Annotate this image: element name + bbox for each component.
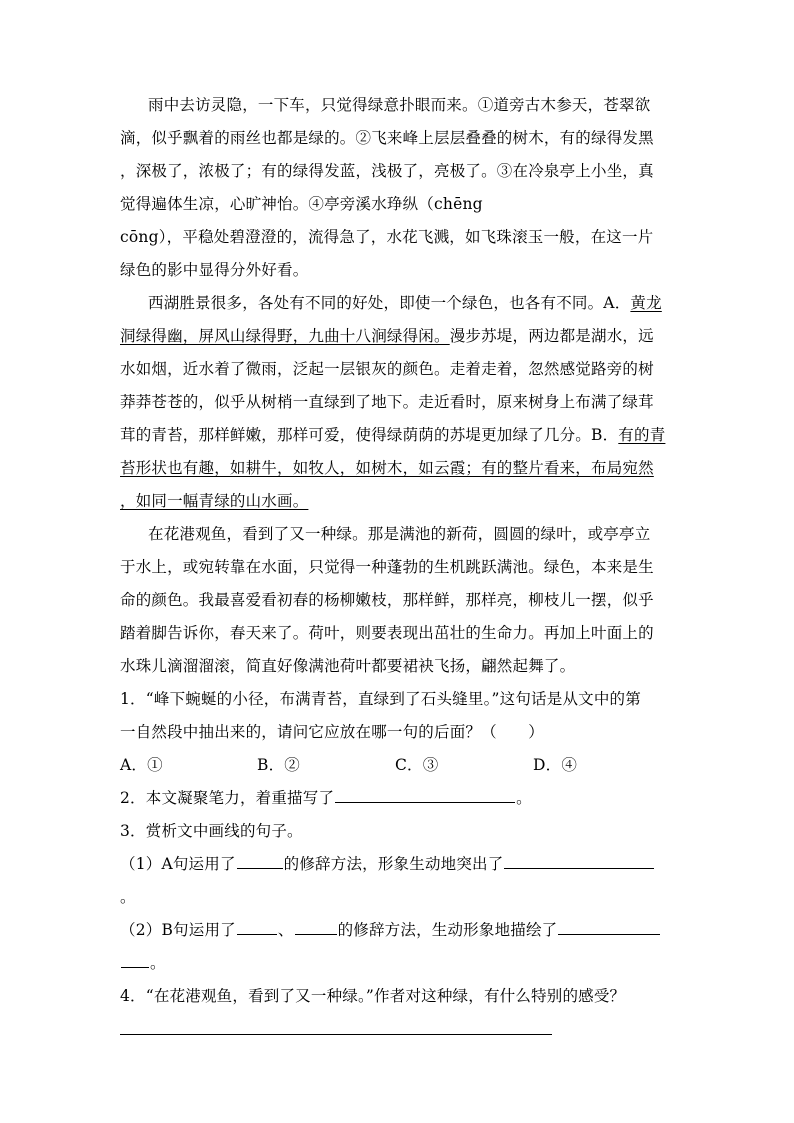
q2-end: 。	[516, 789, 532, 807]
q2-answer-blank[interactable]	[335, 784, 515, 803]
p2-line-4: 莽莽苍苍的，似乎从树梢一直绿到了地下。走近看时，原来树身上布满了绿茸	[120, 393, 654, 411]
q3b-prefix: （2）B句运用了	[120, 921, 236, 939]
q3a-effect-blank[interactable]	[504, 850, 654, 869]
q1-options	[0, 749, 794, 781]
p1-line-2: 滴，似乎飘着的雨丝也都是绿的。②飞来峰上层层叠叠的树木，有的绿得发黑	[120, 129, 654, 147]
underlined-sentence-b: 有的青	[618, 426, 666, 444]
q1-option-c[interactable]: C．③	[395, 756, 439, 774]
p2-line-3: 水如烟，近水着了微雨，泛起一层银灰的颜色。走着走着，忽然感觉路旁的树	[120, 360, 654, 378]
p3-line-5: 水珠儿滴溜溜滚，简直好像满池荷叶都要裙袂飞扬，翩然起舞了。	[120, 657, 576, 675]
p1-line-1: 雨中去访灵隐，一下车，只觉得绿意扑眼而来。①道旁古木参天，苍翠欲	[148, 96, 651, 114]
q2-text: 2．本文凝聚笔力，着重描写了	[120, 789, 335, 807]
q3a-rhetoric-blank[interactable]	[237, 850, 283, 869]
q1-option-a[interactable]: A．①	[120, 756, 163, 774]
p2-line-5-text: 茸的青苔，那样鲜嫩，那样可爱，使得绿荫荫的苏堤更加绿了几分。B．	[120, 426, 619, 444]
q3b-rhetoric-blank-1[interactable]	[237, 916, 277, 935]
p3-line-1: 在花港观鱼，看到了又一种绿。那是满池的新荷，圆圆的绿叶，或亭亭立	[148, 525, 651, 543]
q3b-effect-blank[interactable]	[558, 916, 660, 935]
q1-line-1: 1．“峰下蜿蜒的小径，布满青苔，直绿到了石头缝里。”这句话是从文中的第	[120, 690, 641, 708]
q1-line-2: 一自然段中抽出来的，请问它应放在哪一句的后面？（ ）	[120, 723, 544, 741]
q4-answer-line[interactable]	[120, 1034, 552, 1035]
q3b-effect-blank-cont[interactable]	[121, 949, 149, 968]
p1-line-4: 觉得遍体生凉，心旷神怡。④亭旁溪水琤纵（chēng	[120, 195, 483, 213]
p2-line-2-text: 漫步苏堤，两边都是湖水，远	[449, 327, 654, 345]
underlined-sentence-a: 黄龙	[630, 294, 662, 312]
question-4: 4．“在花港观鱼，看到了又一种绿。”作者对这种绿，有什么特别的感受？	[120, 987, 626, 1005]
q3b-rhetoric-blank-2[interactable]	[295, 916, 337, 935]
p3-line-4: 踏着脚告诉你，春天来了。荷叶，则要表现出茁壮的生命力。再加上叶面上的	[120, 624, 654, 642]
q3b-end: 。	[150, 954, 166, 972]
p1-line-3: ，深极了，浓极了；有的绿得发蓝，浅极了，亮极了。③在冷泉亭上小坐，真	[120, 162, 654, 180]
p1-line-5: cōng），平稳处碧澄澄的，流得急了，水花飞溅，如飞珠滚玉一般，在这一片	[120, 228, 654, 246]
p2-line-1	[148, 287, 662, 319]
p2-line-6	[120, 452, 654, 484]
q1-option-d[interactable]: D．④	[533, 756, 578, 774]
p2-line-2	[120, 320, 654, 352]
p2-line-7	[120, 485, 308, 517]
p3-line-2: 于水上，或宛转靠在水面，只觉得一种蓬勃的生机跳跃满池。绿色，本来是生	[120, 558, 654, 576]
question-3: 3．赏析文中画线的句子。	[120, 822, 303, 840]
underlined-sentence-b-end: ，如同一幅青绿的山水画。	[120, 492, 309, 510]
underlined-sentence-a-cont: 洞绿得幽，屏风山绿得野，九曲十八涧绿得闲。	[120, 327, 450, 345]
p3-line-3: 命的颜色。我最喜爱看初春的杨柳嫩枝，那样鲜，那样亮，柳枝儿一摆，似乎	[120, 591, 654, 609]
p1-line-6: 绿色的影中显得分外好看。	[120, 261, 309, 279]
q3a-end-line: 。	[120, 888, 136, 906]
underlined-sentence-b-cont: 苔形状也有趣，如耕牛，如牧人，如树木，如云霞；有的整片看来，布局宛然	[120, 459, 654, 477]
q3b-separator: 、	[277, 921, 294, 939]
q3b-end-line	[120, 947, 166, 979]
p2-line-5	[120, 419, 665, 451]
q3b-middle: 的修辞方法，生动形象地描绘了	[337, 921, 558, 939]
q3a-prefix: （1）A句运用了	[120, 855, 236, 873]
q3-part-1	[120, 848, 655, 880]
q3a-middle: 的修辞方法，形象生动地突出了	[283, 855, 504, 873]
question-2	[120, 782, 532, 814]
p2-line-1-text: 西湖胜景很多，各处有不同的好处，即使一个绿色，也各有不同。A．	[148, 294, 631, 312]
q1-option-b[interactable]: B．②	[257, 756, 300, 774]
q3-part-2	[120, 914, 661, 946]
